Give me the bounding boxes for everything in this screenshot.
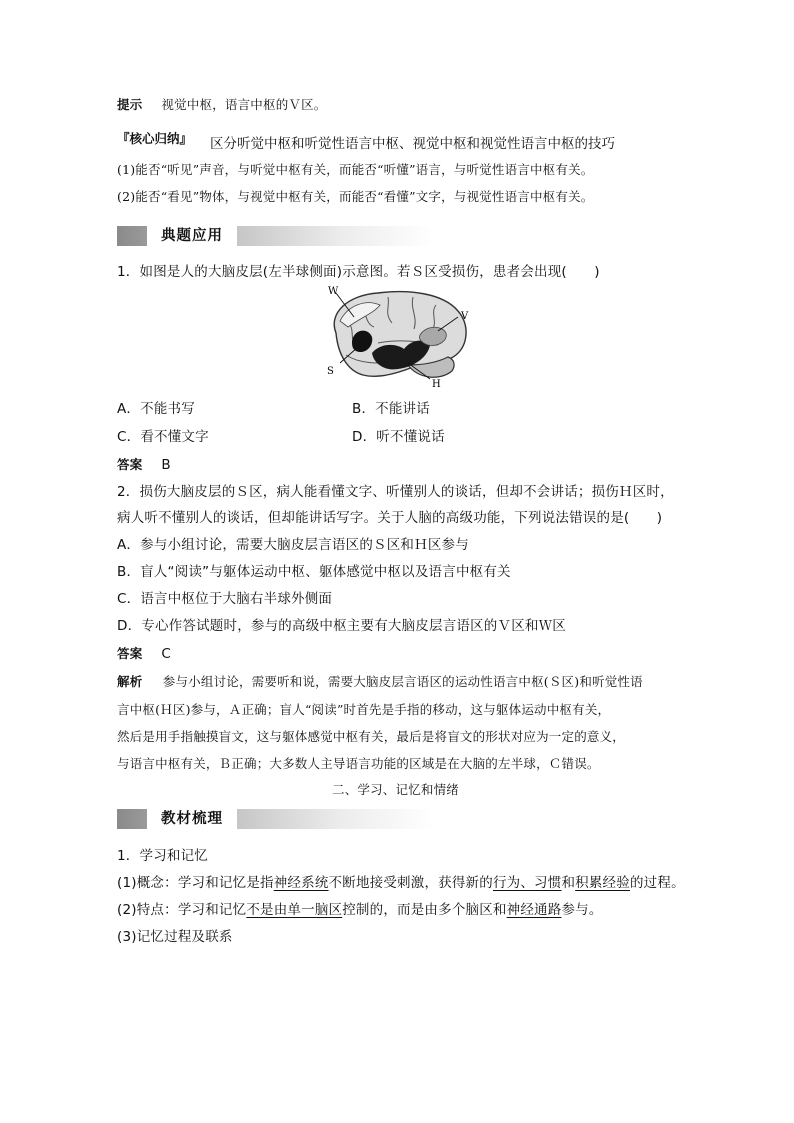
blank-nervous-system: 神经系统 <box>273 875 329 891</box>
question-1-answer: 答案 B <box>117 457 171 473</box>
section-banner-typical-questions <box>117 226 435 246</box>
question-2-option-a: A．参与小组讨论，需要大脑皮层言语区的Ｓ区和Ｈ区参与 <box>117 537 469 553</box>
label-v: V <box>461 311 469 322</box>
question-2-stem-line-2: 病人听不懂别人的谈话，但却能讲话写字。关于人脑的高级功能，下列说法错误的是( ) <box>117 510 663 526</box>
core-summary-title: 区分听觉中枢和听觉性语言中枢、视觉中枢和视觉性语言中枢的技巧 <box>210 136 615 152</box>
question-2-analysis-line-3: 然后是用手指触摸盲文，这与躯体感觉中枢有关，最后是将盲文的形状对应为一定的意义， <box>117 729 626 744</box>
blank-accumulate-experience: 积累经验 <box>575 875 630 891</box>
core-summary-label: 『核心归纳』 <box>117 131 193 146</box>
hint-label: 提示 <box>117 97 143 112</box>
question-2-answer: 答案 C <box>117 646 172 662</box>
blank-not-single-region: 不是由单一脑区 <box>246 902 343 918</box>
question-2-option-b: B．盲人“阅读”与躯体运动中枢、躯体感觉中枢以及语言中枢有关 <box>117 564 511 580</box>
label-s: S <box>327 366 334 377</box>
label-w: W <box>328 286 339 297</box>
question-2-stem-line-1: 2．损伤大脑皮层的Ｓ区，病人能看懂文字、听懂别人的谈话，但却不会讲话；损伤Ｈ区时， <box>117 484 674 500</box>
question-1-option-a: A．不能书写 <box>117 401 195 417</box>
question-2-option-d: D．专心作答试题时，参与的高级中枢主要有大脑皮层言语区的Ｖ区和Ｗ区 <box>117 618 566 634</box>
hint-line <box>117 95 327 115</box>
question-1-option-d: D．听不懂说话 <box>352 429 445 445</box>
learning-memory-heading: 1．学习和记忆 <box>117 848 208 864</box>
question-1-option-b: B．不能讲话 <box>352 401 430 417</box>
question-2-analysis-line-1: 解析 参与小组讨论，需要听和说，需要大脑皮层言语区的运动性语言中枢(Ｓ区)和听觉性语 <box>117 674 643 689</box>
section-title: 典题应用 <box>147 226 237 246</box>
brain-cortex-figure <box>318 283 478 391</box>
learning-memory-concept: (1)概念：学习和记忆是指神经系统不断地接受刺激，获得新的行为、习惯和积累经验的过程。 <box>117 875 685 891</box>
part-2-heading: 二、学习、记忆和情绪 <box>332 782 460 797</box>
question-2-analysis-line-4: 与语言中枢有关，Ｂ正确；大多数人主导语言功能的区域是在大脑的左半球，Ｃ错误。 <box>117 756 600 771</box>
section-banner-textbook-review <box>117 809 435 829</box>
learning-memory-feature: (2)特点：学习和记忆不是由单一脑区控制的，而是由多个脑区和神经通路参与。 <box>117 902 603 918</box>
question-2-option-c: C．语言中枢位于大脑右半球外侧面 <box>117 591 333 607</box>
question-1-stem: 1．如图是人的大脑皮层(左半球侧面)示意图。若Ｓ区受损伤，患者会出现( ) <box>117 264 600 280</box>
blank-neural-pathways: 神经通路 <box>506 902 562 918</box>
label-h: H <box>432 379 441 390</box>
core-summary-line-2: (2)能否“看见”物体，与视觉中枢有关，而能否“看懂”文字，与视觉性语言中枢有关。 <box>117 189 594 204</box>
core-summary-line-1: (1)能否“听见”声音，与听觉中枢有关，而能否“听懂”语言，与听觉性语言中枢有关。 <box>117 162 594 177</box>
section-title: 教材梳理 <box>147 809 237 829</box>
question-1-option-c: C．看不懂文字 <box>117 429 209 445</box>
hint-text: 视觉中枢，语言中枢的Ｖ区。 <box>161 97 327 112</box>
question-2-analysis-line-2: 言中枢(Ｈ区)参与，Ａ正确；盲人“阅读”时首先是手指的移动，这与躯体运动中枢有关， <box>117 702 611 717</box>
blank-behavior-habit: 行为、习惯 <box>492 875 562 891</box>
learning-memory-process: (3)记忆过程及联系 <box>117 929 233 945</box>
